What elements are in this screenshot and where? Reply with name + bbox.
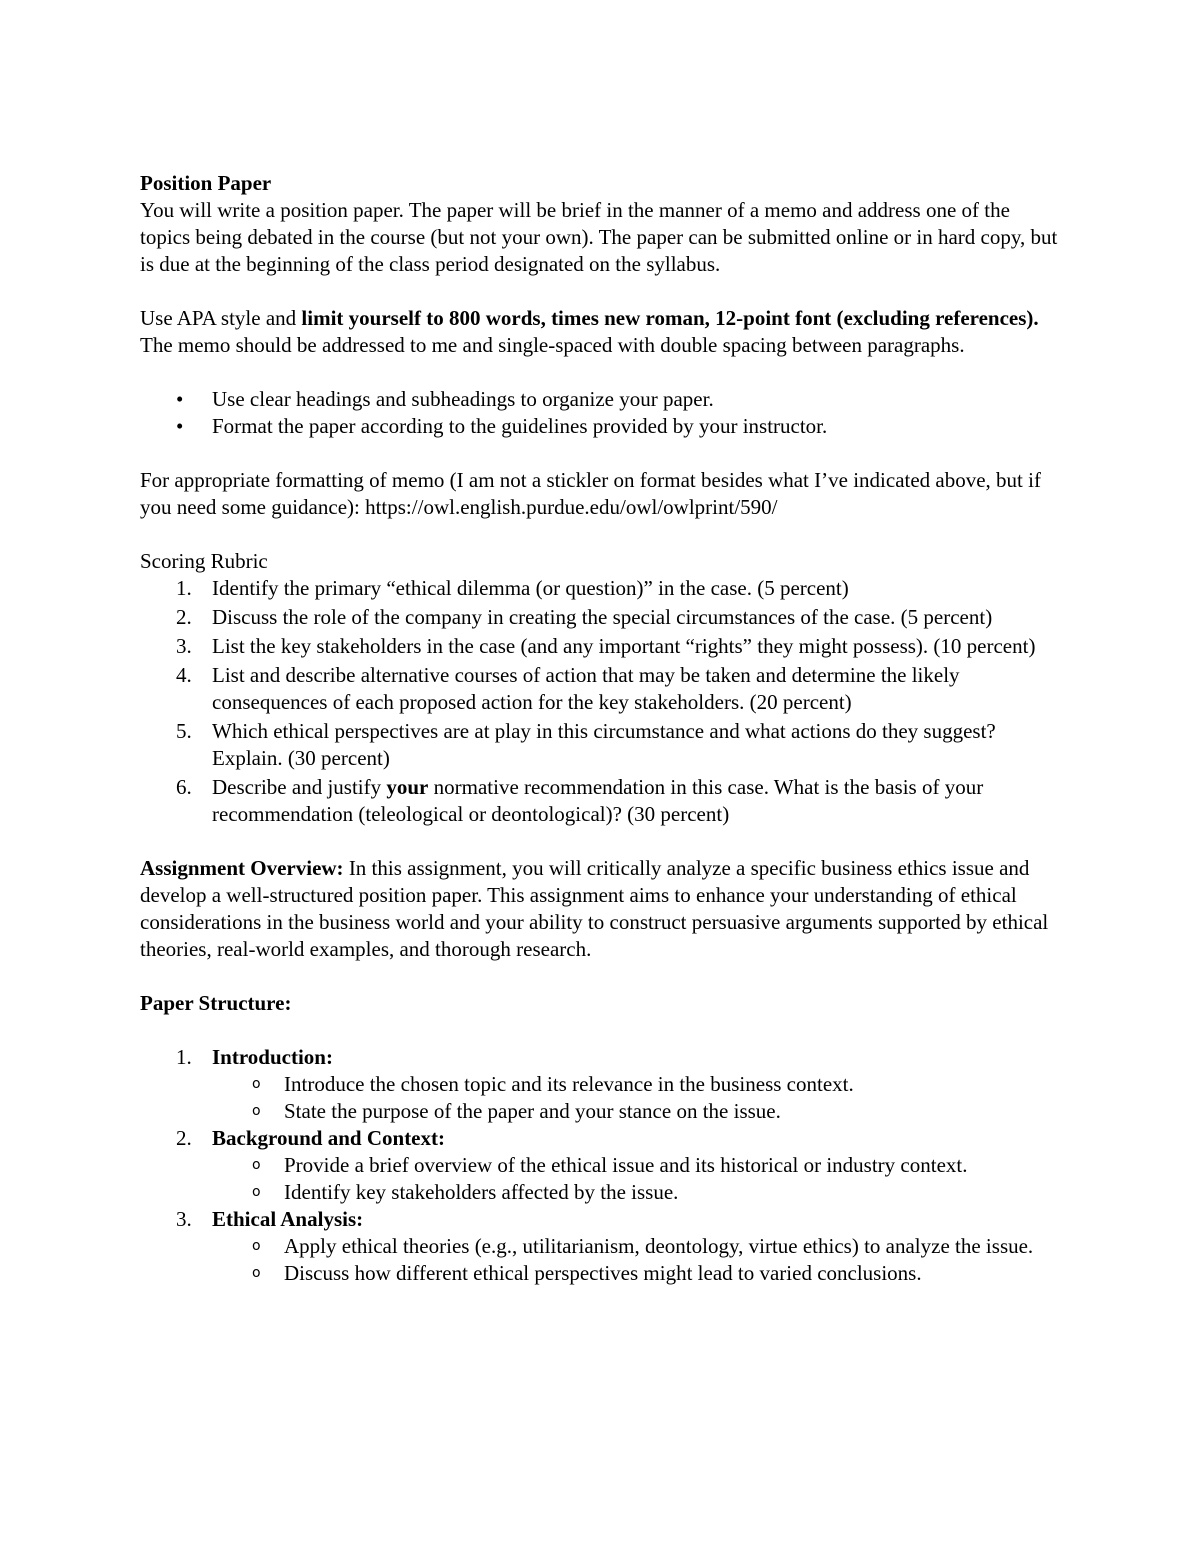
list-item	[140, 662, 1060, 716]
list-item	[140, 1098, 1060, 1125]
list-item	[140, 1260, 1060, 1287]
list-item	[140, 1044, 1060, 1071]
bullet-text: Use clear headings and subheadings to organize your paper.	[212, 387, 714, 411]
formatting-paragraph	[140, 467, 1060, 521]
item-text: Which ethical perspectives are at play in this circumstance and what actions do they suggest? Explain. (30 percent)	[212, 719, 996, 770]
document-page	[140, 170, 1060, 1287]
structure-heading: Paper Structure:	[140, 991, 292, 1015]
list-item	[140, 1125, 1060, 1152]
intro-paragraph: You will write a position paper. The paper will be brief in the manner of a memo and address one of the topics being debated in the course (but not your own). The paper can be submitted online or in hard copy, but is due at the beginning of the class period designated on the syllabus.	[140, 198, 1058, 276]
guideline-bullets	[140, 386, 1060, 440]
purdue-owl-link[interactable]: https://owl.english.purdue.edu/owl/owlprint/590/	[365, 495, 778, 519]
item-number: 3.	[176, 1207, 192, 1231]
bullet-icon: •	[176, 387, 184, 411]
rubric-heading: Scoring Rubric	[140, 549, 268, 573]
item-text: Identify the primary “ethical dilemma (or question)” in the case. (5 percent)	[212, 576, 849, 600]
circle-bullet-icon: o	[252, 1265, 261, 1281]
paper-structure-list	[140, 1206, 1060, 1233]
bullet-icon: •	[176, 414, 184, 438]
apa-text-end: The memo should be addressed to me and single-spaced with double spacing between paragraphs.	[140, 333, 965, 357]
section-title: Background and Context:	[212, 1126, 445, 1150]
sub-item-text: Provide a brief overview of the ethical issue and its historical or industry context.	[284, 1153, 968, 1177]
section-title: Ethical Analysis:	[212, 1207, 364, 1231]
item-number: 5.	[176, 719, 192, 743]
bullet-text: Format the paper according to the guidelines provided by your instructor.	[212, 414, 828, 438]
item-number: 3.	[176, 634, 192, 658]
apa-paragraph	[140, 305, 1060, 359]
list-item	[140, 1152, 1060, 1179]
list-item	[140, 604, 1060, 631]
circle-bullet-icon: o	[252, 1238, 261, 1254]
sub-item-text: Apply ethical theories (e.g., utilitarianism, deontology, virtue ethics) to analyze the issue.	[284, 1234, 1034, 1258]
list-item	[140, 1179, 1060, 1206]
item-number: 2.	[176, 605, 192, 629]
item-number: 1.	[176, 576, 192, 600]
list-item	[140, 1071, 1060, 1098]
circle-bullet-icon: o	[252, 1076, 261, 1092]
list-item	[140, 633, 1060, 660]
sub-item-text: Discuss how different ethical perspectives might lead to varied conclusions.	[284, 1261, 922, 1285]
circle-bullet-icon: o	[252, 1103, 261, 1119]
sub-item-text: State the purpose of the paper and your stance on the issue.	[284, 1099, 781, 1123]
list-item	[140, 1233, 1060, 1260]
scoring-rubric-list	[140, 575, 1060, 828]
apa-text-start: Use APA style and	[140, 306, 302, 330]
list-item	[140, 386, 1060, 413]
formatting-note: For appropriate formatting of memo (I am not a stickler on format besides what I’ve indicated above, but if you need some guidance):	[140, 468, 1041, 519]
overview-label: Assignment Overview:	[140, 856, 344, 880]
item-number: 6.	[176, 775, 192, 799]
item-text: List and describe alternative courses of action that may be taken and determine the likely consequences of each proposed action for the key stakeholders. (20 percent)	[212, 663, 960, 714]
page-title: Position Paper	[140, 171, 272, 195]
item-text: Discuss the role of the company in creating the special circumstances of the case. (5 percent)	[212, 605, 993, 629]
item-number: 4.	[176, 663, 192, 687]
section-title: Introduction:	[212, 1045, 333, 1069]
item-text: List the key stakeholders in the case (and any important “rights” they might possess). (10 percent)	[212, 634, 1036, 658]
sub-item-text: Introduce the chosen topic and its relevance in the business context.	[284, 1072, 854, 1096]
item-number: 2.	[176, 1126, 192, 1150]
circle-bullet-icon: o	[252, 1184, 261, 1200]
sub-item-text: Identify key stakeholders affected by the issue.	[284, 1180, 679, 1204]
paper-structure-list	[140, 1044, 1060, 1071]
sub-list	[140, 1152, 1060, 1206]
list-item	[140, 718, 1060, 772]
circle-bullet-icon: o	[252, 1157, 261, 1173]
list-item	[140, 575, 1060, 602]
overview-text: In this assignment, you will critically analyze a specific business ethics issue and develop a well-structured position paper. This assignment aims to enhance your understanding of ethical considerations in the business world and your ability to construct persuasive arguments supported by ethical theories, real-world examples, and thorough research.	[140, 856, 1049, 961]
item-text-end: normative recommendation in this case. What is the basis of your recommendation (teleological or deontological)? (30 percent)	[212, 775, 984, 826]
list-item	[140, 413, 1060, 440]
list-item	[140, 1206, 1060, 1233]
assignment-overview	[140, 855, 1060, 963]
sub-list	[140, 1071, 1060, 1125]
item-number: 1.	[176, 1045, 192, 1069]
sub-list	[140, 1233, 1060, 1287]
list-item	[140, 774, 1060, 828]
paper-structure-list	[140, 1125, 1060, 1152]
apa-text-bold: limit yourself to 800 words, times new roman, 12-point font (excluding references).	[301, 306, 1039, 330]
item-text-start: Describe and justify	[212, 775, 387, 799]
item-text-bold: your	[386, 775, 429, 799]
